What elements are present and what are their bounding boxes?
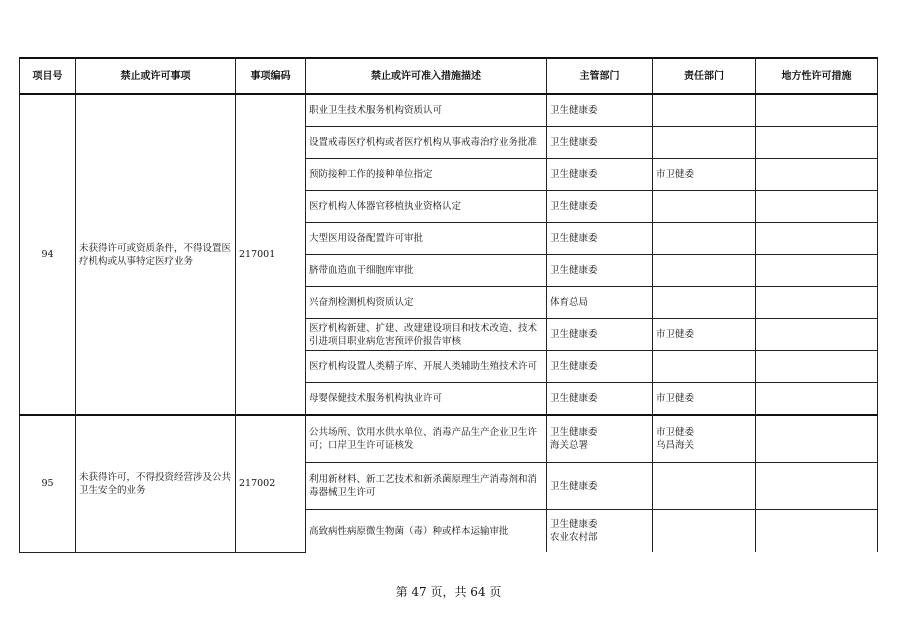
- measure-cell: 母婴保健技术服务机构执业许可: [306, 383, 547, 416]
- resp-cell: [653, 351, 756, 383]
- measure-cell: 职业卫生技术服务机构资质认可: [306, 94, 547, 127]
- dept-cell: 体育总局: [547, 287, 653, 319]
- dept-cell: 卫生健康委 农业农村部: [547, 510, 653, 553]
- local-cell: [756, 287, 878, 319]
- header-code: 事项编码: [236, 58, 306, 94]
- resp-cell: [653, 463, 756, 510]
- table-row: [20, 94, 878, 127]
- dept-cell: 卫生健康委: [547, 223, 653, 255]
- resp-cell: [653, 287, 756, 319]
- measure-cell: 脐带血造血干细胞库审批: [306, 255, 547, 287]
- header-resp: 责任部门: [653, 58, 756, 94]
- dept-cell: 卫生健康委: [547, 255, 653, 287]
- measures-table: [19, 57, 878, 553]
- measure-cell: 医疗机构人体器官移植执业资格认定: [306, 191, 547, 223]
- header-local: 地方性许可措施: [756, 58, 878, 94]
- header-item-no: 项目号: [20, 58, 76, 94]
- local-cell: [756, 127, 878, 159]
- item-number: 95: [20, 415, 76, 552]
- local-cell: [756, 159, 878, 191]
- resp-cell: [653, 127, 756, 159]
- local-cell: [756, 415, 878, 463]
- resp-cell: [653, 191, 756, 223]
- measure-cell: 利用新材料、新工艺技术和新杀菌原理生产消毒剂和消毒器械卫生许可: [306, 463, 547, 510]
- local-cell: [756, 255, 878, 287]
- dept-cell: 卫生健康委: [547, 319, 653, 351]
- resp-cell: [653, 255, 756, 287]
- measure-cell: 高致病性病原微生物菌（毒）种或样本运输审批: [306, 510, 547, 553]
- resp-cell: [653, 510, 756, 553]
- page-footer: 第 47 页，共 64 页: [395, 585, 502, 599]
- measure-cell: 预防接种工作的接种单位指定: [306, 159, 547, 191]
- dept-cell: 卫生健康委: [547, 351, 653, 383]
- local-cell: [756, 463, 878, 510]
- local-cell: [756, 383, 878, 416]
- measure-cell: 大型医用设备配置许可审批: [306, 223, 547, 255]
- local-cell: [756, 94, 878, 127]
- dept-cell: 卫生健康委: [547, 383, 653, 416]
- dept-cell: 卫生健康委: [547, 191, 653, 223]
- item-description: 未获得许可，不得投资经营涉及公共卫生安全的业务: [76, 415, 236, 552]
- resp-cell: 市卫健委: [653, 383, 756, 416]
- dept-cell: 卫生健康委: [547, 127, 653, 159]
- measure-cell: 医疗机构设置人类精子库、开展人类辅助生殖技术许可: [306, 351, 547, 383]
- resp-cell: [653, 94, 756, 127]
- item-number: 94: [20, 94, 76, 415]
- item-code: 217002: [236, 415, 306, 552]
- item-description: 未获得许可或资质条件，不得设置医疗机构或从事特定医疗业务: [76, 94, 236, 415]
- measure-cell: 兴奋剂检测机构资质认定: [306, 287, 547, 319]
- header-item: 禁止或许可事项: [76, 58, 236, 94]
- local-cell: [756, 223, 878, 255]
- measure-cell: 公共场所、饮用水供水单位、消毒产品生产企业卫生许可；口岸卫生许可证核发: [306, 415, 547, 463]
- dept-cell: 卫生健康委: [547, 94, 653, 127]
- dept-cell: 卫生健康委 海关总署: [547, 415, 653, 463]
- measure-cell: 医疗机构新建、扩建、改建建设项目和技术改造、技术引进项目职业病危害预评价报告审核: [306, 319, 547, 351]
- header-row: [20, 58, 878, 94]
- resp-cell: [653, 223, 756, 255]
- local-cell: [756, 510, 878, 553]
- table-row: [20, 415, 878, 463]
- measure-cell: 设置戒毒医疗机构或者医疗机构从事戒毒治疗业务批准: [306, 127, 547, 159]
- resp-cell: 市卫健委: [653, 319, 756, 351]
- header-measure: 禁止或许可准入措施描述: [306, 58, 547, 94]
- local-cell: [756, 351, 878, 383]
- dept-cell: 卫生健康委: [547, 463, 653, 510]
- header-dept: 主管部门: [547, 58, 653, 94]
- resp-cell: 市卫健委 乌昌海关: [653, 415, 756, 463]
- dept-cell: 卫生健康委: [547, 159, 653, 191]
- resp-cell: 市卫健委: [653, 159, 756, 191]
- item-code: 217001: [236, 94, 306, 415]
- local-cell: [756, 191, 878, 223]
- local-cell: [756, 319, 878, 351]
